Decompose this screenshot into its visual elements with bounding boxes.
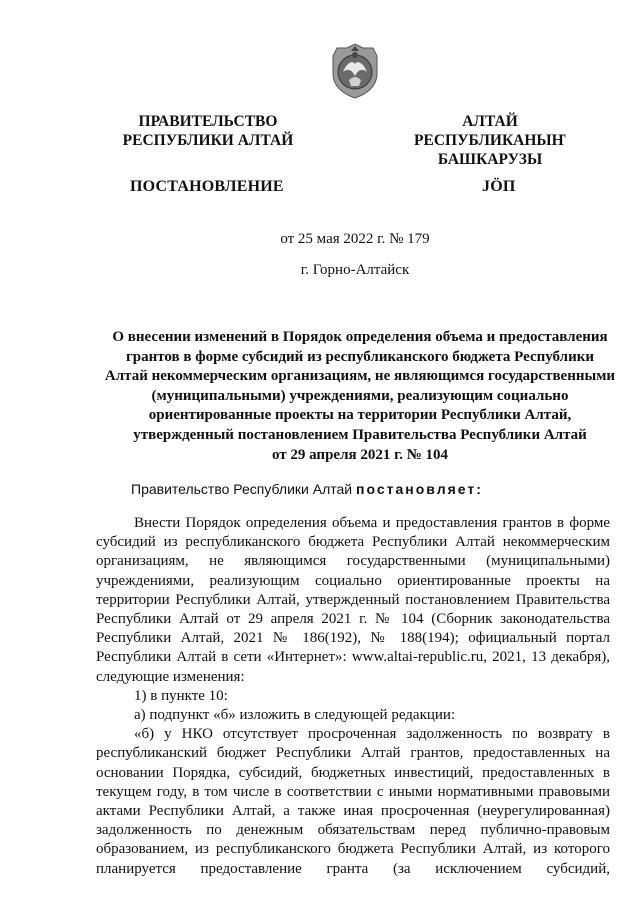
- body-line: республиканский бюджет Республики Алтай грантов, предоставленных на: [96, 745, 610, 762]
- body-line: задолженность по денежным обязательствам перед публично-правовым: [96, 822, 610, 839]
- body-line: образованием, из республиканского бюджета Республики Алтай, из которого: [96, 841, 610, 858]
- body-line: планируется предоставление гранта (за исключением субсидий,: [96, 860, 610, 877]
- header-left-line-2: РЕСПУБЛИКИ АЛТАЙ: [122, 132, 294, 149]
- header-right-line-1: АЛТАЙ РЕСПУБЛИКАНЫҤ: [414, 113, 566, 149]
- body-line: территории Республики Алтай, утвержденный постановлением Правительства: [96, 591, 610, 608]
- document-body: [96, 514, 610, 879]
- body-line: следующие изменения:: [96, 668, 245, 685]
- title-line: (муниципальными) учреждениями, реализующим социально: [151, 387, 569, 404]
- body-line: Республики Алтай от 29 апреля 2021 г. № 104 (Сборник законодательства: [96, 611, 610, 628]
- preamble-emphasis: постановляет:: [356, 481, 483, 497]
- body-line: учреждениями, реализующим социально ориентированные проекты на: [96, 572, 610, 589]
- document-title: [98, 328, 622, 465]
- body-line: основании Порядка, субсидий, бюджетных инвестиций, предоставленных в: [96, 764, 610, 781]
- body-line: Республики Алтай в сети «Интернет»: www.altai-republic.ru, 2021, 13 декабря),: [96, 649, 610, 666]
- document-date-number: от 25 мая 2022 г. № 179: [280, 231, 430, 247]
- title-line: утвержденный постановлением Правительства Республики Алтай: [133, 426, 587, 443]
- body-line: а) подпункт «б» изложить в следующей редакции:: [134, 707, 456, 724]
- preamble-text: Правительство Республики Алтай: [131, 481, 357, 497]
- title-line: Алтай некоммерческим организациям, не являющимся государственными: [104, 368, 616, 385]
- body-line: актами Республики Алтай, а также иная просроченная (неурегулированная): [96, 803, 610, 820]
- body-line: организациям, не являющимся государственными (муниципальными): [96, 553, 610, 570]
- body-line: «б) у НКО отсутствует просроченная задолженность по возврату в: [134, 726, 610, 743]
- doctype-russian: ПОСТАНОВЛЕНИЕ: [130, 178, 284, 195]
- preamble: [131, 481, 483, 497]
- body-line: 1) в пункте 10:: [134, 687, 228, 704]
- title-line: О внесении изменений в Порядок определения объема и предоставления: [112, 329, 608, 345]
- header-left-line-1: ПРАВИТЕЛЬСТВО: [138, 113, 278, 130]
- altai-republic-emblem-icon: [329, 42, 381, 100]
- document-city: г. Горно-Алтайск: [300, 262, 410, 278]
- title-line: ориентированные проекты на территории Республики Алтай,: [148, 407, 572, 424]
- title-line: грантов в форме субсидий из республиканского бюджета Республики: [125, 348, 595, 365]
- header-right-line-2: БАШКАРУЗЫ: [437, 151, 543, 168]
- body-line: Внести Порядок определения объема и предоставления грантов в форме: [134, 515, 610, 531]
- header-left: [108, 112, 308, 150]
- title-line: от 29 апреля 2021 г. № 104: [271, 446, 449, 463]
- body-line: Республики Алтай, 2021 № 186(192), № 188(194); официальный портал: [96, 630, 610, 647]
- body-line: субсидий из республиканского бюджета Республики Алтай некоммерческим: [96, 534, 610, 551]
- header-right: [385, 112, 595, 169]
- doctype-altai: JӦП: [482, 178, 516, 195]
- body-line: текущем году, в том числе в соответствии с иными нормативными правовыми: [96, 783, 610, 800]
